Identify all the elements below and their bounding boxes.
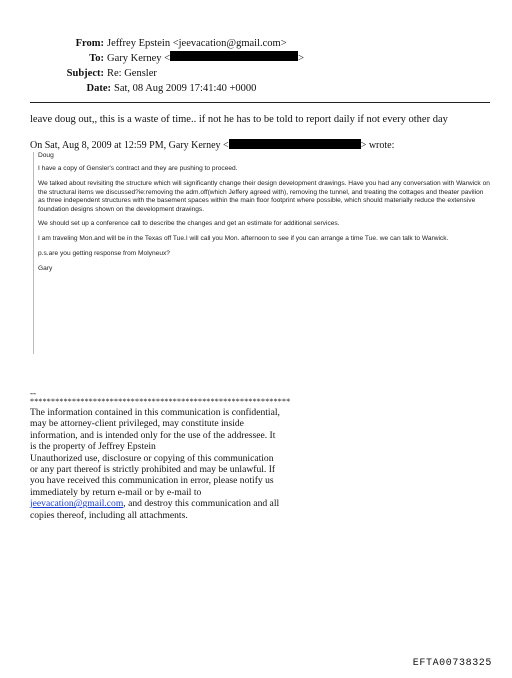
quoted-paragraph: We should set up a conference call to describe the changes and get an estimate for additional services. — [38, 220, 340, 228]
to-row — [30, 51, 304, 66]
reply-text: leave doug out,, this is a waste of time.. if not he has to be told to report daily if not every other day — [30, 114, 448, 125]
date-value: Sat, 08 Aug 2009 17:41:40 +0000 — [114, 83, 257, 94]
disclaimer-body — [30, 453, 280, 521]
quote-intro-suffix: > wrote: — [360, 140, 395, 151]
from-row — [30, 36, 304, 51]
from-label: From: — [75, 38, 104, 49]
date-row — [30, 81, 304, 96]
disclaimer-part3: , and destroy this communication and all copies thereof, including all attachments. — [30, 498, 280, 521]
email-header — [30, 36, 304, 96]
bates-number: EFTA00738325 — [412, 658, 492, 669]
subject-value: Re: Gensler — [107, 68, 157, 79]
quoted-paragraph: I am traveling Mon.and will be in the Texas off Tue.I will call you Mon. afternoon to see if you can arrange a time Tue. we can talk to Warwick. — [38, 235, 449, 243]
quote-intro-prefix: On Sat, Aug 8, 2009 at 12:59 PM, Gary Kerney < — [30, 140, 229, 151]
to-suffix: > — [298, 53, 304, 64]
header-divider — [30, 102, 490, 103]
signature-dashes: -- — [30, 388, 36, 398]
to-prefix: Gary Kerney < — [107, 53, 171, 64]
quote-intro — [30, 139, 394, 151]
from-value: Jeffrey Epstein <jeevacation@gmail.com> — [107, 38, 287, 49]
disclaimer-part2: Unauthorized use, disclosure or copying of this communication or any part thereof is strictly prohibited and may be unlawful. If you have received this communication in error, please notify us immediately by return e-mail or by e-mail to — [30, 452, 276, 498]
date-label: Date: — [86, 83, 111, 94]
quoted-message — [33, 152, 490, 354]
subject-row — [30, 66, 304, 81]
quoted-greeting: Doug — [38, 152, 54, 159]
redaction-bar — [170, 51, 298, 61]
quoted-paragraph: We talked about revisiting the structure which will significantly change their design development drawings. Have you had any conversation with Warwick on the structural items we discussed?ie:removing the adm.off(which Jeffery agreed with), removing the tunnel, and treating the cottages and theater pavilion as three independent structures with the basement spaces within the main floor footprint where possible, which should materially reduce the extensive foundation designs shown on the development drawings. — [38, 180, 490, 213]
quoted-paragraph: I have a copy of Gensler's contract and they are pushing to proceed. — [38, 165, 238, 173]
to-label: To: — [89, 53, 104, 64]
disclaimer-part1: The information contained in this communication is confidential, may be attorney-client privileged, may constitute inside information, and is intended only for the use of the addressee. It is the property of Jeffrey Epstein — [30, 407, 280, 453]
confidentiality-notice — [30, 407, 280, 521]
subject-label: Subject: — [66, 68, 104, 79]
quoted-paragraph: p.s.are you getting response from Molyneux? — [38, 250, 170, 258]
signature-stars: ************************************************************** — [30, 397, 291, 406]
redaction-bar — [229, 139, 361, 149]
email-link[interactable]: jeevacation@gmail.com — [30, 498, 124, 510]
quoted-signoff: Gary — [38, 265, 53, 273]
